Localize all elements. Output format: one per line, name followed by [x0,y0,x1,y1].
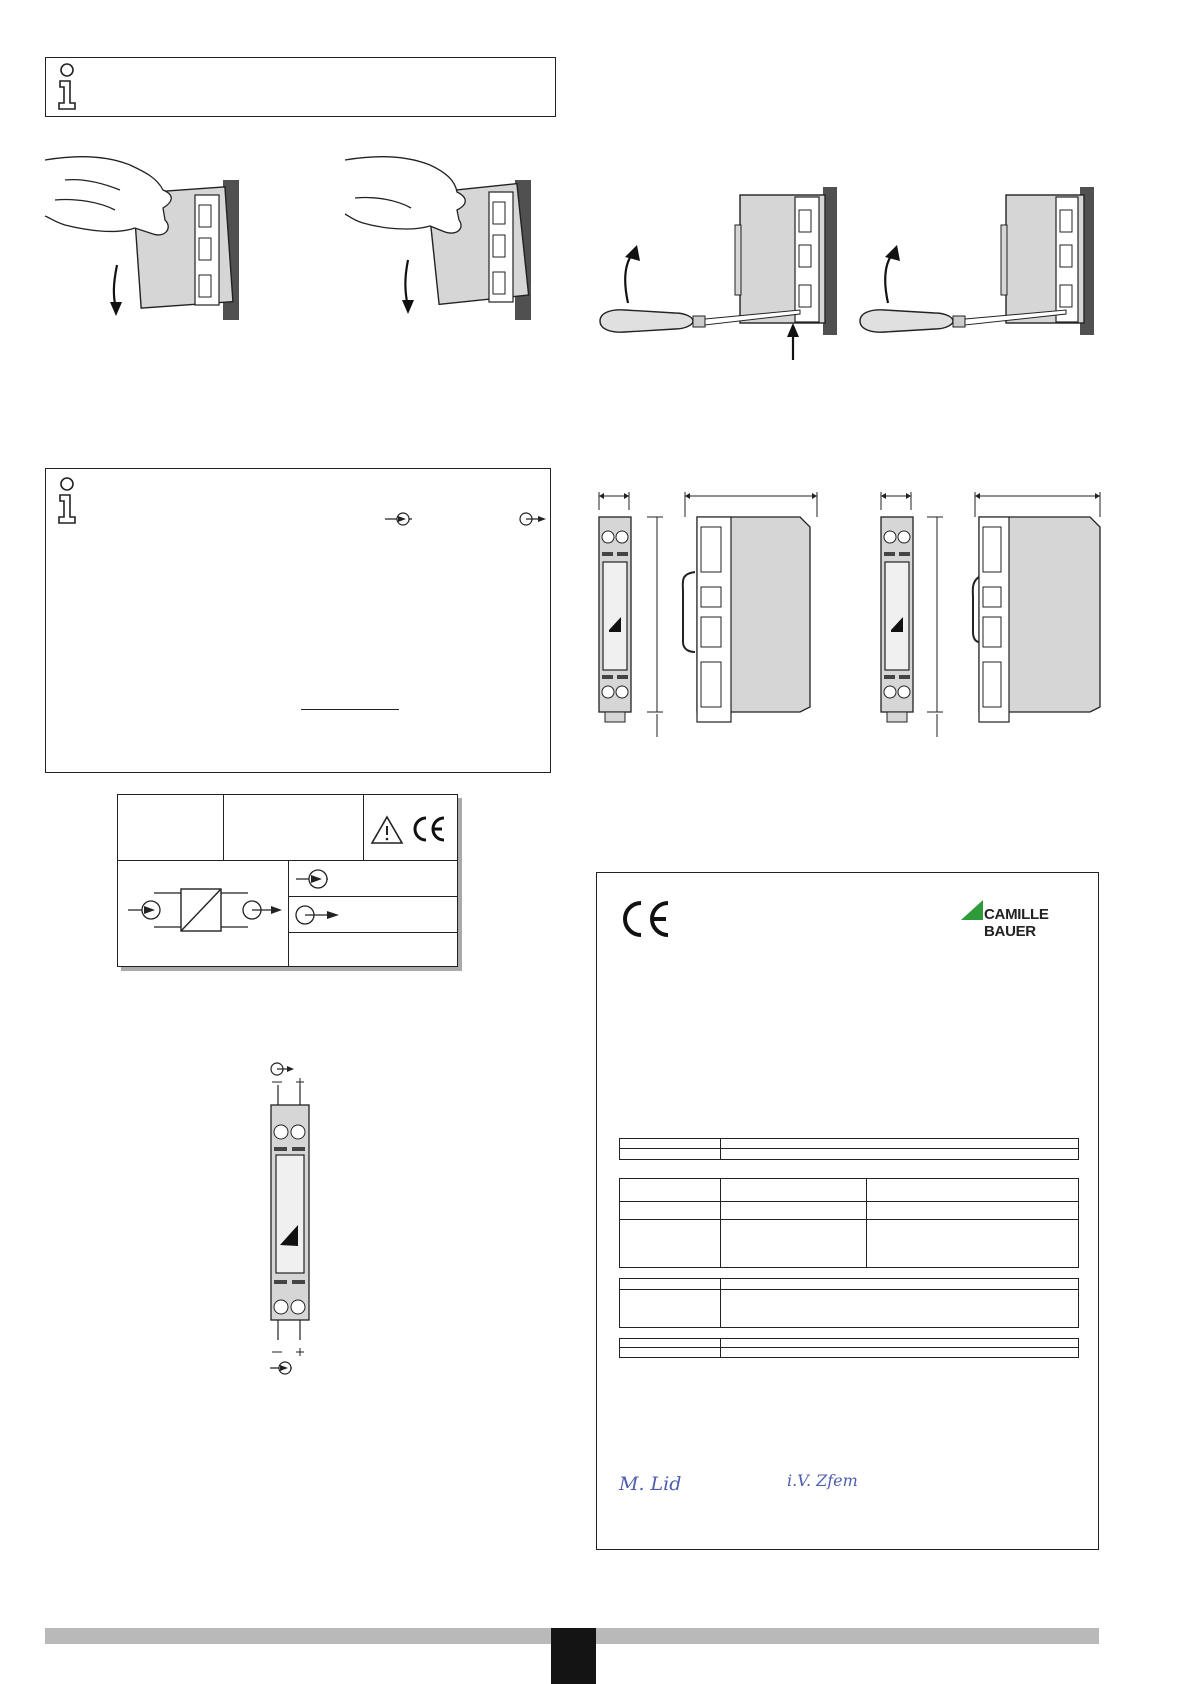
signal-flow-diagram [126,875,286,945]
screw-terminal-icon [616,686,628,698]
screw-terminal-icon [898,686,910,698]
camille-bauer-logo-icon [960,899,984,921]
dimension-drawing-2 [875,492,1115,742]
screw-terminal-icon [898,531,910,543]
output-symbol-icon [294,904,342,926]
hand-mount-illustration-1 [45,150,245,325]
info-note-box-main [45,468,551,773]
output-symbol-icon [243,901,282,919]
screw-terminal-icon [602,531,614,543]
ce-mark [411,815,447,843]
device-front-view [599,517,631,722]
declaration-table-3 [619,1278,1079,1328]
input-symbol-icon [294,868,334,890]
signature-2: i.V. Zfem [787,1471,858,1490]
declaration-table-2 [619,1178,1079,1268]
screw-terminal-icon [884,531,896,543]
nameplate-label [117,794,458,967]
page-number-tab [551,1628,596,1684]
hand-icon [345,157,465,233]
declaration-table-4 [619,1338,1079,1358]
screw-terminal-icon [274,1300,288,1314]
declaration-table-1 [619,1138,1079,1160]
info-icon [56,477,78,525]
screw-terminal-icon [616,531,628,543]
warning-triangle-icon [370,815,404,845]
screwdriver-removal-illustration-1 [595,185,845,365]
device-side-view [973,517,1100,722]
screw-terminal-icon [884,686,896,698]
connection-diagram [260,1060,320,1380]
hand-mount-illustration-2 [345,150,545,325]
output-symbol-icon [518,509,548,529]
device-side-view [683,517,810,722]
input-symbol-icon [128,901,160,919]
hand-icon [45,157,171,235]
info-icon [56,63,78,111]
footer-bar-right [596,1628,1099,1644]
screw-terminal-icon [602,686,614,698]
signature-1: M. Lid [619,1473,682,1495]
input-symbol-icon [384,509,414,529]
device-front-view [881,517,913,722]
brand-name: CAMILLE BAUER [984,906,1049,940]
output-symbol-icon [271,1063,294,1075]
dimension-drawing-1 [595,492,835,742]
ce-mark [621,899,673,939]
footer-bar-left [45,1628,551,1644]
input-symbol-icon [270,1362,292,1374]
info-note-box-top [45,57,556,117]
screw-terminal-icon [274,1125,288,1139]
screwdriver-removal-illustration-2 [858,185,1108,365]
arrow-up-icon [885,253,893,303]
underline-rule [301,709,399,710]
screw-terminal-icon [291,1300,305,1314]
declaration-of-conformity [596,872,1099,1550]
arrow-up-icon [625,253,633,303]
screw-terminal-icon [291,1125,305,1139]
